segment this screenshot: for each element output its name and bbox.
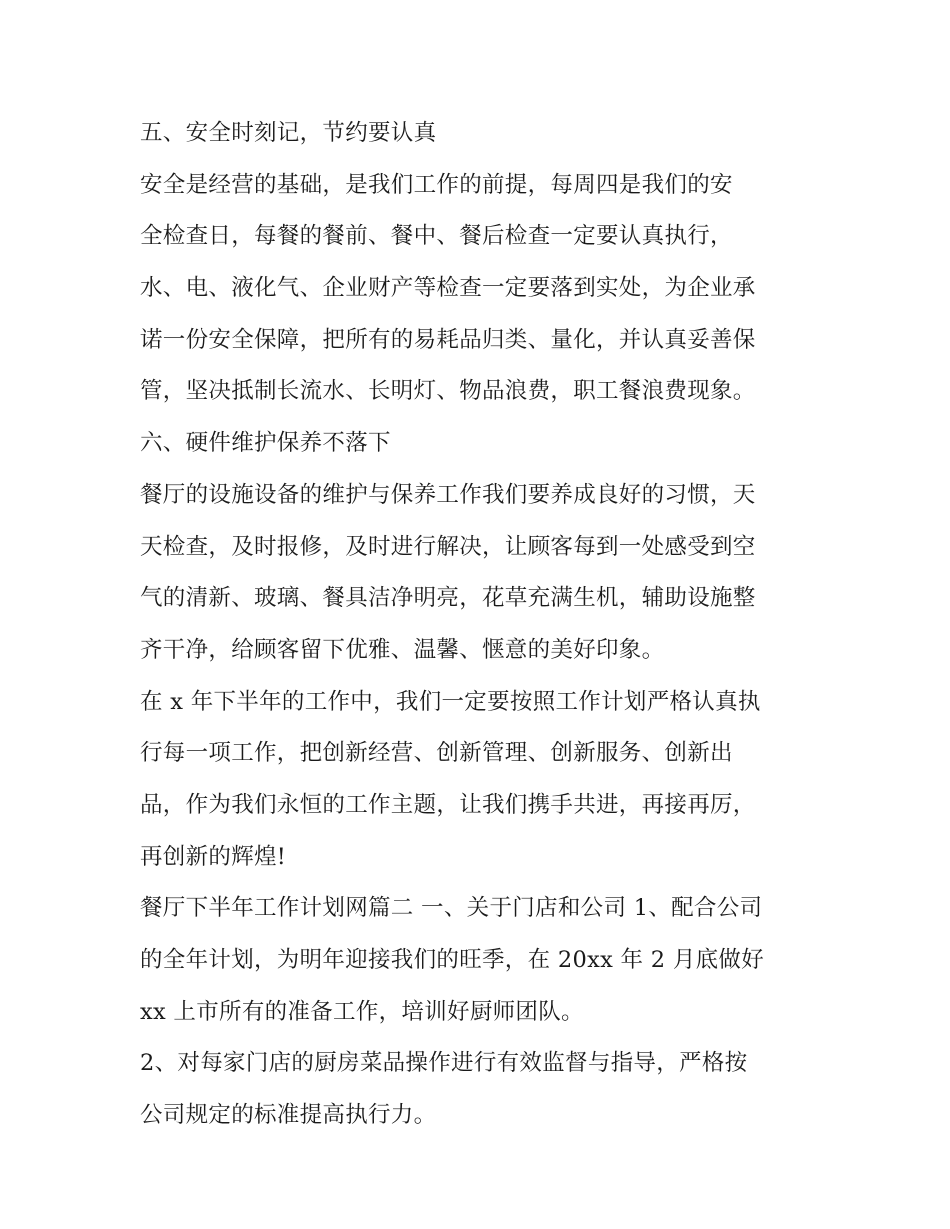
paragraph-line: 再创新的辉煌! — [140, 843, 287, 870]
paragraph-line: 齐干净，给顾客留下优雅、温馨、惬意的美好印象。 — [140, 636, 665, 663]
paragraph-line: xx 上市所有的准备工作，培训好厨师团队。 — [140, 998, 584, 1025]
paragraph-line: 公司规定的标准提高执行力。 — [140, 1102, 437, 1129]
paragraph-line: 全检查日，每餐的餐前、餐中、餐后检查一定要认真执行， — [140, 223, 733, 250]
section-heading-hardware: 六、硬件维护保养不落下 — [140, 430, 391, 457]
paragraph-line: 气的清新、玻璃、餐具洁净明亮，花草充满生机，辅助设施整 — [140, 585, 756, 612]
paragraph-line: 水、电、液化气、企业财产等检查一定要落到实处，为企业承 — [140, 275, 756, 302]
paragraph-line: 管，坚决抵制长流水、长明灯、物品浪费，职工餐浪费现象。 — [140, 378, 756, 405]
paragraph-line: 在 x 年下半年的工作中，我们一定要按照工作计划严格认真执 — [140, 688, 761, 715]
paragraph-line: 天检查，及时报修，及时进行解决，让顾客每到一处感受到空 — [140, 533, 756, 560]
paragraph-line: 品，作为我们永恒的工作主题，让我们携手共进，再接再厉， — [140, 791, 756, 818]
section-heading-safety: 五、安全时刻记，节约要认真 — [140, 120, 437, 146]
paragraph-line: 餐厅下半年工作计划网篇二 一、关于门店和公司 1、配合公司 — [140, 895, 763, 922]
paragraph-line: 餐厅的设施设备的维护与保养工作我们要养成良好的习惯，天 — [140, 481, 756, 508]
paragraph-line: 的全年计划，为明年迎接我们的旺季，在 20xx 年 2 月底做好 — [140, 947, 765, 973]
paragraph-line: 安全是经营的基础，是我们工作的前提，每周四是我们的安 — [140, 171, 733, 198]
paragraph-line: 2、对每家门店的厨房菜品操作进行有效监督与指导，严格按 — [140, 1050, 748, 1077]
paragraph-line: 诺一份安全保障，把所有的易耗品归类、量化，并认真妥善保 — [140, 326, 756, 353]
document-body — [140, 108, 820, 1142]
paragraph-line: 行每一项工作，把创新经营、创新管理、创新服务、创新出 — [140, 740, 733, 767]
